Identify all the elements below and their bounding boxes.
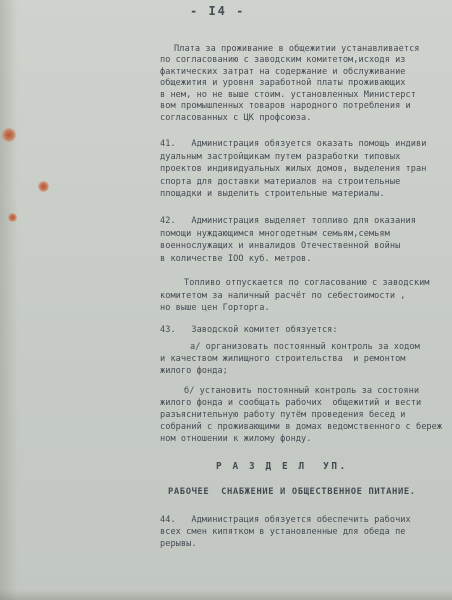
section-subtitle: РАБОЧЕЕ СНАБЖЕНИЕ И ОБЩЕСТВЕННОЕ ПИТАНИЕ. [168,487,416,497]
text-line: общежития и уровня заработной платы проживающих [160,78,406,88]
rust-stain [38,181,49,192]
text-line: 43. Заводской комитет обязуется: [160,325,338,335]
page-number: - I4 - [190,4,246,18]
text-line: 44. Администрация обязуется обеспечить рабочих [160,515,411,525]
text-line: б/ установить постоянный контроль за состояни [184,386,420,396]
text-line: рерывы. [160,539,197,549]
text-line: Плата за проживание в общежитии устанавливается [174,44,420,54]
text-line: но выше цен Горторга. [160,303,270,313]
text-line: проектов индивидуальных жилых домов, выделения тран [160,164,427,174]
section-title: Р А З Д Е Л УП. [216,461,348,472]
text-line: всех смен кипятком в установленные для обеда пе [160,527,406,537]
text-line: площадки и выделить строительные материалы. [160,189,385,199]
page-bottom-shadow [0,590,452,600]
text-line: а/ организовать постоянный контроль за ходом [190,342,420,352]
text-line: комитетом за наличный расчёт по себестоимости , [160,291,406,301]
text-line: военнослужащих и инвалидов Отечественной войны [160,241,401,251]
rust-stain [8,213,17,222]
text-line: по согласованию с заводским комитетом,исходя из [160,55,406,65]
text-line: ном отношении к жилому фонду. [160,434,312,444]
text-line: разъяснительную работу путём проведения бесед и [160,410,406,420]
text-line: и качеством жилищного строительства и ремонтом [160,354,406,364]
page-edge-shadow [0,0,18,600]
text-line: согласованных с ЦК профсоюза. [160,113,312,123]
text-line: фактических затрат на содержание и обслуживание [160,67,406,77]
text-line: в нем, но не выше стоим. установленных Министерст [160,90,416,100]
text-line: дуальным застройщикам путем разработки типовых [160,152,401,162]
text-line: собраний с проживающими в домах ведомственного с береж [160,422,443,432]
text-line: вом промышленных товаров народного потребления и [160,101,411,111]
text-line: жилого фонда; [160,366,228,376]
text-line: жилого фонда и сообщать рабочих общежитий и вести [160,398,422,408]
text-line: 41. Администрация обязуется оказать помощь индиви [160,139,427,149]
rust-stain [2,128,16,142]
text-line: помощи нуждающимся многодетным семьям,семьям [160,229,390,239]
text-line: 42. Администрация выделяет топливо для оказания [160,216,416,226]
text-line: спорта для доставки материалов на строительные [160,177,401,187]
text-line: в количестве IOO куб. метров. [160,254,312,264]
text-line: Топливо отпускается по согласованию с заводским [184,278,430,288]
